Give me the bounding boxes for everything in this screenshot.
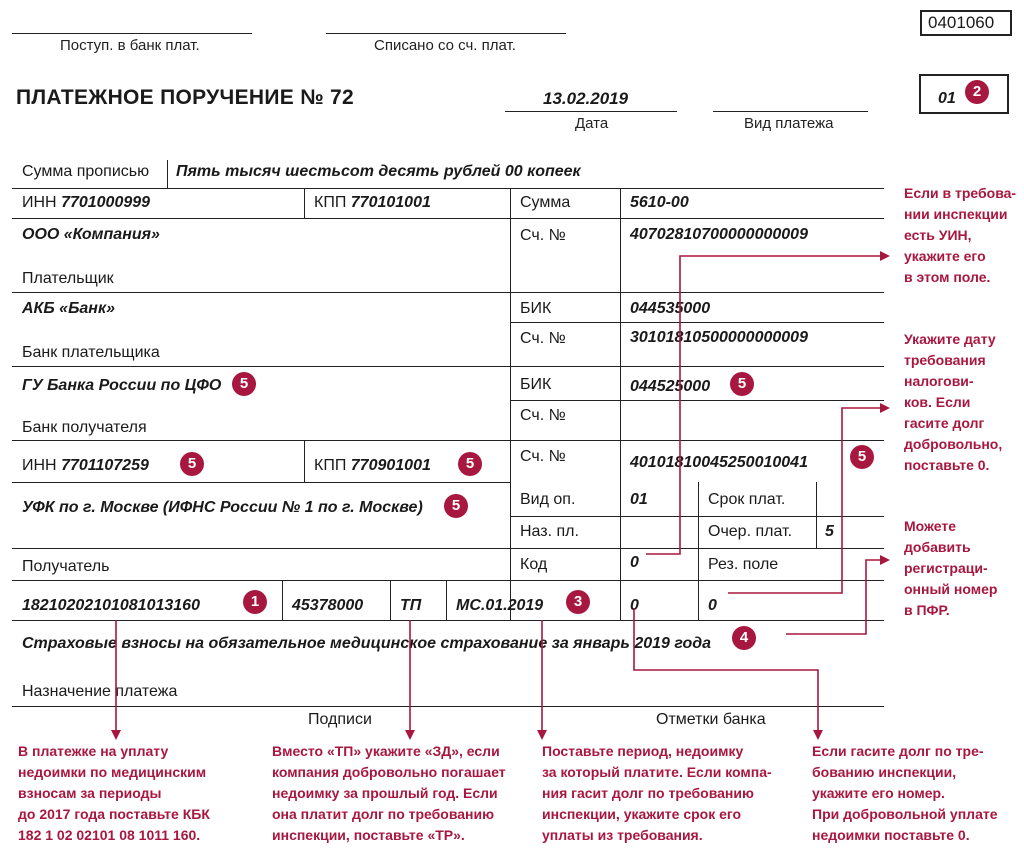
sum-label: Сумма	[520, 194, 571, 211]
col-line	[304, 440, 305, 482]
badge-4: 4	[732, 626, 756, 650]
badge-1: 1	[243, 590, 267, 614]
note-basis: Вместо «ТП» укажите «ЗД», если компания добровольно погашает недоимку за прошлый год. Если она платит долг по требованию инспекции, поставьте «ТР».	[272, 743, 506, 843]
payer-bank-acc: 30101810500000000009	[630, 329, 808, 346]
date-line	[505, 111, 677, 112]
signatures-label: Подписи	[308, 711, 372, 728]
badge-5: 5	[232, 372, 256, 396]
row-line	[510, 516, 884, 517]
amount-words: Пять тысяч шестьсот десять рублей 00 копеек	[176, 163, 581, 180]
col-line	[304, 188, 305, 218]
col-line	[510, 188, 511, 620]
bank-marks-label: Отметки банка	[656, 711, 766, 728]
row-line	[510, 400, 884, 401]
col-line	[816, 482, 817, 548]
period-value: МС.01.2019	[456, 597, 544, 614]
payer-kpp: КПП 770101001	[314, 194, 431, 211]
badge-5: 5	[850, 445, 874, 469]
note-docnum: Если гасите долг по тре- бованию инспекции, укажите его номер. При добровольной уплате недоимки поставьте 0.	[812, 743, 998, 843]
badge-5: 5	[730, 372, 754, 396]
col-line	[620, 188, 621, 620]
row-line	[12, 706, 884, 707]
debited-line	[326, 33, 566, 34]
recipient-kpp: КПП 770901001	[314, 457, 431, 474]
recipient-acc: 40101810045250010041	[630, 454, 808, 471]
rez-label: Рез. поле	[708, 556, 779, 573]
doc-num-value: 0	[630, 597, 639, 614]
row-line	[12, 482, 510, 483]
row-line	[12, 366, 884, 367]
status-box	[919, 74, 1009, 114]
vid-op: 01	[630, 491, 648, 508]
recipient-acc-label: Сч. №	[520, 448, 566, 465]
row-line	[12, 292, 884, 293]
payer-name: ООО «Компания»	[22, 226, 160, 243]
row-line	[12, 580, 884, 581]
kod-value: 0	[630, 554, 639, 571]
recipient-name: УФК по г. Москве (ИФНС России № 1 по г. Москве)	[22, 499, 423, 516]
recipient-bank-acc-label: Сч. №	[520, 407, 566, 424]
payment-type-line	[713, 111, 868, 112]
debited-label: Списано со сч. плат.	[374, 37, 516, 54]
note-pfr: Можете добавить регистраци- онный номер в ПФР.	[904, 518, 998, 618]
payer-bank-name: АКБ «Банк»	[22, 300, 115, 317]
kod-label: Код	[520, 556, 548, 573]
col-line	[390, 580, 391, 620]
recipient-inn: ИНН 7701107259	[22, 457, 149, 474]
doc-date-value: 0	[708, 597, 717, 614]
row-line	[12, 548, 884, 549]
purpose-text: Страховые взносы на обязательное медицинское страхование за январь 2019 года	[22, 635, 712, 652]
sum-value: 5610-00	[630, 194, 689, 211]
ocher-label: Очер. плат.	[708, 523, 793, 540]
naz-label: Наз. пл.	[520, 523, 579, 540]
payer-label: Плательщик	[22, 270, 114, 287]
row-line	[12, 440, 884, 441]
basis-value: ТП	[400, 597, 422, 614]
col-line	[446, 580, 447, 620]
recipient-bank-name: ГУ Банка России по ЦФО	[22, 377, 222, 394]
col-line	[282, 580, 283, 620]
row-line	[510, 322, 884, 323]
ocher-value: 5	[825, 523, 834, 540]
form-code: 0401060	[928, 13, 995, 32]
kbk-value: 18210202101081013160	[22, 597, 200, 614]
recipient-bank-label: Банк получателя	[22, 419, 147, 436]
badge-2: 2	[965, 80, 989, 104]
purpose-label: Назначение платежа	[22, 683, 178, 700]
bank-received-label: Поступ. в банк плат.	[60, 37, 200, 54]
payer-account: 40702810700000000009	[630, 226, 808, 243]
note-date: Укажите дату требования налогови- ков. Если гасите долг добровольно, поставьте 0.	[904, 331, 1003, 473]
page-title: ПЛАТЕЖНОЕ ПОРУЧЕНИЕ № 72	[16, 86, 354, 109]
arrow-pfr	[786, 560, 888, 634]
note-period: Поставьте период, недоимку за который платите. Если компа- ния гасит долг по требованию инспекции, укажите срок его уплаты из требования.	[542, 743, 772, 843]
col-line	[698, 482, 699, 620]
vid-op-label: Вид оп.	[520, 491, 576, 508]
recipient-bank-bik-label: БИК	[520, 376, 552, 393]
date-label: Дата	[575, 115, 609, 132]
row-line	[12, 218, 884, 219]
oktmo-value: 45378000	[292, 597, 364, 614]
row-line	[12, 188, 884, 189]
status-code: 01	[938, 90, 956, 107]
badge-5: 5	[180, 452, 204, 476]
note-uin: Если в требова- нии инспекции есть УИН, укажите его в этом поле.	[904, 185, 1017, 285]
payer-bank-bik: 044535000	[630, 300, 711, 317]
recipient-bank-bik: 044525000	[630, 378, 711, 395]
bank-received-line	[12, 33, 252, 34]
payer-bank-label: Банк плательщика	[22, 344, 160, 361]
row-line	[12, 620, 884, 621]
note-kbk: В платежке на уплату недоимки по медицинским взносам за периоды до 2017 года поставьте КБК 182 1 02 02101 08 1011 160.	[18, 743, 210, 843]
recipient-label: Получатель	[22, 558, 110, 575]
amount-words-label: Сумма прописью	[22, 163, 150, 180]
badge-5: 5	[458, 452, 482, 476]
payer-account-label: Сч. №	[520, 227, 566, 244]
payer-inn: ИНН 7701000999	[22, 194, 151, 211]
srok-label: Срок плат.	[708, 491, 786, 508]
payer-bank-acc-label: Сч. №	[520, 330, 566, 347]
badge-3: 3	[566, 590, 590, 614]
col-line	[167, 160, 168, 188]
payment-date: 13.02.2019	[543, 89, 629, 108]
payer-bank-bik-label: БИК	[520, 300, 552, 317]
payment-type-label: Вид платежа	[744, 115, 834, 132]
badge-5: 5	[444, 494, 468, 518]
